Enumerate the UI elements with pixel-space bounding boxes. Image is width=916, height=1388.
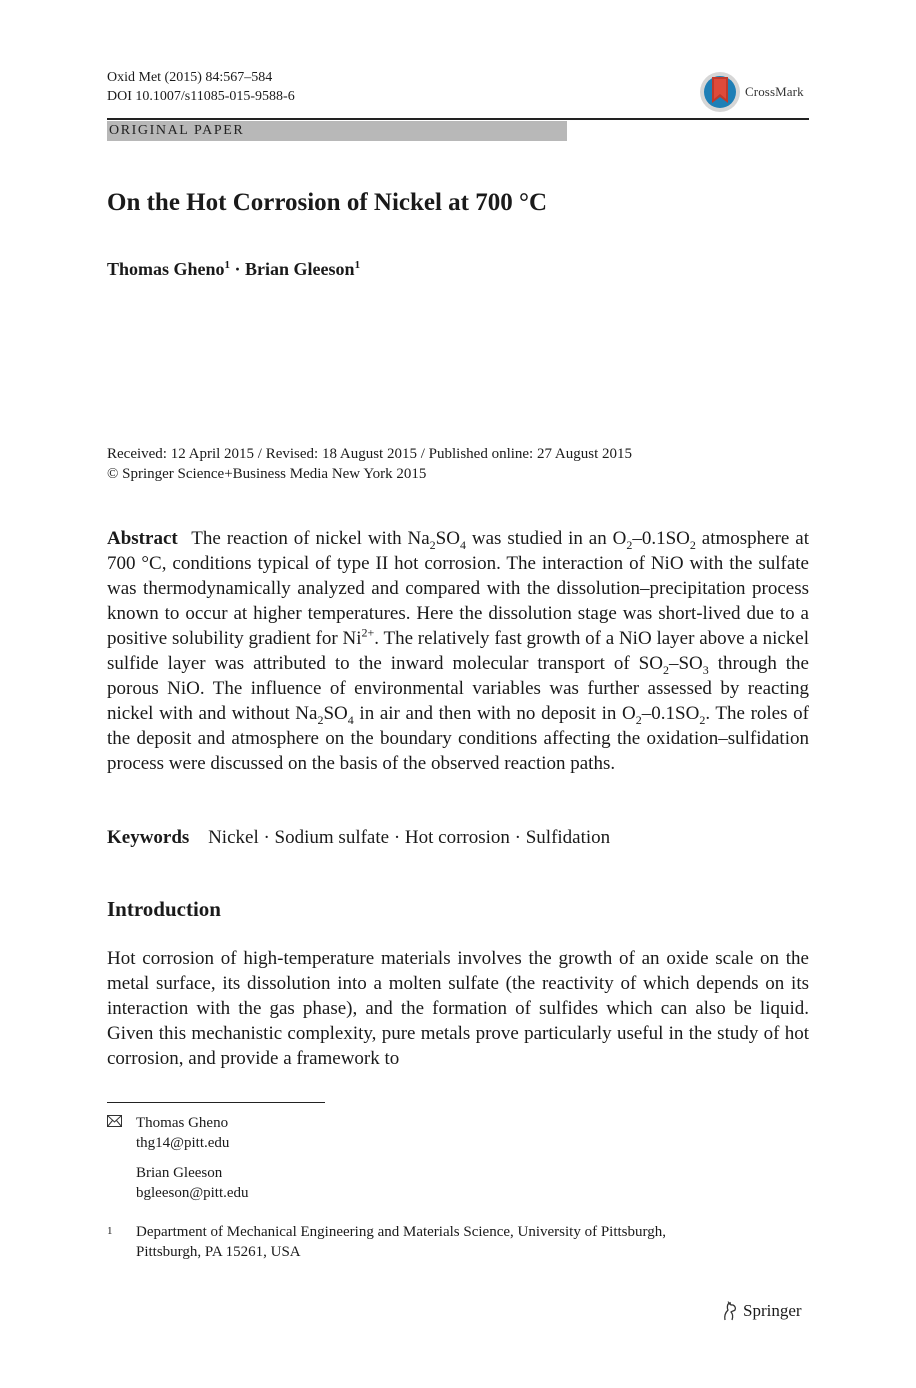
corresponding-author <box>136 1113 229 1153</box>
introduction-paragraph: Hot corrosion of high-temperature materials involves the growth of an oxide scale on the metal surface, its dissolution into a molten sulfate (the reactivity of which depends on its interaction with the gas phase), and the formation of sulfides which can also be liquid. Given this mechanistic complexity, pure metals prove particularly useful in the study of hot corrosion, and provide a framework to <box>107 948 809 1069</box>
affiliation-line: Department of Mechanical Engineering and Materials Science, University of Pittsburgh, <box>136 1224 666 1240</box>
keywords-text: Nickel · Sodium sulfate · Hot corrosion · Sulfidation <box>208 827 611 848</box>
author-separator: · <box>230 259 246 279</box>
contact-email[interactable]: bgleeson@pitt.edu <box>136 1185 249 1201</box>
abstract-label: Abstract <box>107 528 178 549</box>
publication-dates <box>107 444 632 484</box>
springer-horse-icon <box>721 1301 739 1321</box>
author-contact <box>136 1163 249 1203</box>
section-badge <box>107 121 567 141</box>
author-list <box>107 253 360 281</box>
keywords-label: Keywords <box>107 827 190 848</box>
envelope-icon <box>107 1115 122 1127</box>
footnote-rule <box>107 1102 325 1103</box>
author-name: Thomas Gheno <box>107 259 225 279</box>
journal-citation <box>107 68 295 106</box>
history-line: Received: 12 April 2015 / Revised: 18 August 2015 / Published online: 27 August 2015 <box>107 446 632 462</box>
affiliation-line: Pittsburgh, PA 15261, USA <box>136 1244 301 1260</box>
publisher-logo <box>721 1300 802 1322</box>
affiliation <box>136 1222 666 1262</box>
crossmark-label: CrossMark <box>745 84 804 99</box>
keywords <box>107 825 610 850</box>
section-heading-introduction: Introduction <box>107 897 221 921</box>
contact-email[interactable]: thg14@pitt.edu <box>136 1135 230 1151</box>
section-badge-label: ORIGINAL PAPER <box>109 123 245 138</box>
journal-line: Oxid Met (2015) 84:567–584 <box>107 70 273 85</box>
crossmark-icon <box>699 71 741 113</box>
paper-title: On the Hot Corrosion of Nickel at 700 °C <box>107 189 548 216</box>
affiliation-number: 1 <box>107 1225 113 1237</box>
abstract-text: The reaction of nickel with $Na_2SO_4$ was studied in an $O_2-0.1SO_2$ atmosphere at 700 °C, conditions typical of type II hot corrosion. The interaction of NiO with the sulfate was thermodynamically analyzed and compared with the dissolution–precipitation process known to occur at higher temperatures. Here the dissolution stage was short-lived due to a positive solubility gradient for $Ni^{2+}$. The relatively fast growth of a NiO layer above a nickel sulfide layer was attributed to the inward molecular transport of $SO_2-SO_3$ through the porous NiO. The influence of environmental variables was further assessed by reacting nickel with and without $Na_2SO_4$ in air and then with no deposit in $O_2-0.1SO_2$. The roles of the deposit and atmosphere on the boundary conditions affecting the oxidation–sulfidation process were discussed on the basis of the observed reaction paths. <box>107 528 810 774</box>
author-name: Brian Gleeson <box>245 259 355 279</box>
doi-line: DOI 10.1007/s11085-015-9588-6 <box>107 89 295 104</box>
crossmark-badge[interactable] <box>699 71 811 113</box>
contact-name: Thomas Gheno <box>136 1115 229 1131</box>
copyright-line: © Springer Science+Business Media New York 2015 <box>107 466 427 482</box>
author-affiliation-mark: 1 <box>354 259 361 271</box>
publisher-name: Springer <box>743 1301 802 1320</box>
author-affiliation-mark: 1 <box>224 259 231 271</box>
header-rule <box>107 118 809 120</box>
abstract <box>107 526 809 776</box>
contact-name: Brian Gleeson <box>136 1165 223 1181</box>
